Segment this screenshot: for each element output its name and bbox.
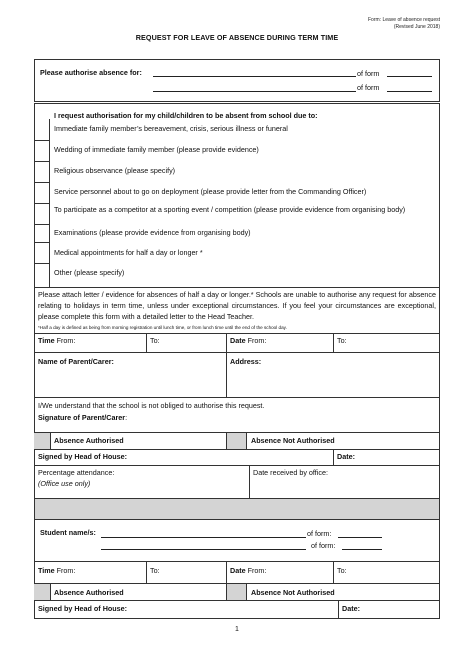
reason-checkbox-other[interactable] (34, 264, 50, 288)
revised-date: (Revised June 2018) (393, 24, 440, 30)
student-name-line-1[interactable] (101, 537, 306, 538)
child-name-line-2[interactable] (153, 91, 356, 92)
date-to-label[interactable]: To: (337, 336, 347, 345)
time-from-label-2[interactable]: Time From: (38, 566, 76, 575)
not-authorised-checkbox-1[interactable] (226, 433, 246, 449)
separator-band (34, 499, 440, 520)
reason-label-other: Other (please specify) (54, 268, 125, 277)
reasons-heading: I request authorisation for my child/children to be absent from school due to: (54, 111, 318, 120)
reason-checkbox-service[interactable] (34, 183, 50, 204)
time-from-label[interactable]: Time From: (38, 336, 76, 345)
signed-head-label-2[interactable]: Signed by Head of House: (38, 604, 128, 613)
reason-checkbox-religious[interactable] (34, 162, 50, 183)
student-form-line-2[interactable] (342, 549, 382, 550)
student-section (34, 520, 440, 562)
date-received-label[interactable]: Date received by office: (253, 468, 328, 477)
notice-text: Please attach letter / evidence for absences of half a day or longer.* Schools are unable to authorise any request for absence relating to holidays in term time, unless under exceptional circumstances. If you feel your circumstances are exceptional, please complete this form with a detailed letter to the Head Teacher. (38, 290, 436, 321)
reason-checkbox-wedding[interactable] (34, 141, 50, 162)
reason-checkbox-medical[interactable] (34, 243, 50, 264)
signature-label[interactable]: Signature of Parent/Carer: (38, 413, 128, 422)
reason-label-wedding: Wedding of immediate family member (please provide evidence) (54, 145, 259, 154)
authorise-label: Please authorise absence for: (40, 68, 142, 77)
absence-not-authorised-label-2: Absence Not Authorised (251, 588, 335, 597)
reason-label-examinations: Examinations (please provide evidence from organising body) (54, 228, 251, 237)
student-of-form-label-1: of form: (307, 529, 332, 538)
form-line-2[interactable] (387, 91, 432, 92)
time-to-label-2[interactable]: To: (150, 566, 160, 575)
authorised-checkbox-2[interactable] (34, 584, 50, 600)
form-name: Form: Leave of absence request (368, 17, 440, 23)
reason-label-bereavement: Immediate family member’s bereavement, crisis, serious illness or funeral (54, 124, 288, 133)
form-line-1[interactable] (387, 76, 432, 77)
student-form-line-1[interactable] (338, 537, 382, 538)
page-title: REQUEST FOR LEAVE OF ABSENCE DURING TERM TIME (135, 33, 339, 42)
reason-label-medical: Medical appointments for half a day or longer * (54, 248, 203, 257)
date-to-label-2[interactable]: To: (337, 566, 347, 575)
absence-authorised-label-2: Absence Authorised (54, 588, 124, 597)
head-date-label-1[interactable]: Date: (337, 452, 355, 461)
attendance-label[interactable]: Percentage attendance: (38, 468, 115, 477)
date-from-label[interactable]: Date From: (230, 336, 267, 345)
understand-text: I/We understand that the school is not obliged to authorise this request. (38, 401, 265, 410)
student-name-line-2[interactable] (101, 549, 306, 550)
authorised-checkbox-1[interactable] (34, 433, 50, 449)
page-number: 1 (235, 626, 239, 633)
reason-label-sporting: To participate as a competitor at a sporting event / competition (please provide evidence from organising body) (54, 205, 406, 214)
address-label[interactable]: Address: (230, 357, 262, 366)
child-name-line-1[interactable] (153, 76, 356, 77)
date-from-label-2[interactable]: Date From: (230, 566, 267, 575)
reason-checkbox-sporting[interactable] (34, 204, 50, 225)
absence-not-authorised-label-1: Absence Not Authorised (251, 436, 335, 445)
of-form-label-1: of form (357, 69, 380, 78)
notice-footnote: *Half a day is defined as being from morning registration until lunch time, or from lunch time until the end of the school day. (38, 325, 287, 330)
student-name-label: Student name/s: (40, 528, 96, 537)
authorise-section (34, 59, 440, 102)
parent-name-label[interactable]: Name of Parent/Carer: (38, 357, 114, 366)
absence-authorised-label-1: Absence Authorised (54, 436, 124, 445)
reason-checkbox-examinations[interactable] (34, 225, 50, 243)
time-to-label[interactable]: To: (150, 336, 160, 345)
reason-checkbox-bereavement[interactable] (34, 119, 50, 141)
head-date-label-2[interactable]: Date: (342, 604, 360, 613)
reason-label-religious: Religious observance (please specify) (54, 166, 176, 175)
not-authorised-checkbox-2[interactable] (226, 584, 246, 600)
office-use-label: (Office use only) (38, 479, 91, 488)
student-of-form-label-2: of form: (311, 541, 336, 550)
reason-label-service: Service personnel about to go on deployment (please provide letter from the Commanding Officer) (54, 187, 367, 196)
of-form-label-2: of form (357, 83, 380, 92)
signed-head-label-1[interactable]: Signed by Head of House: (38, 452, 128, 461)
